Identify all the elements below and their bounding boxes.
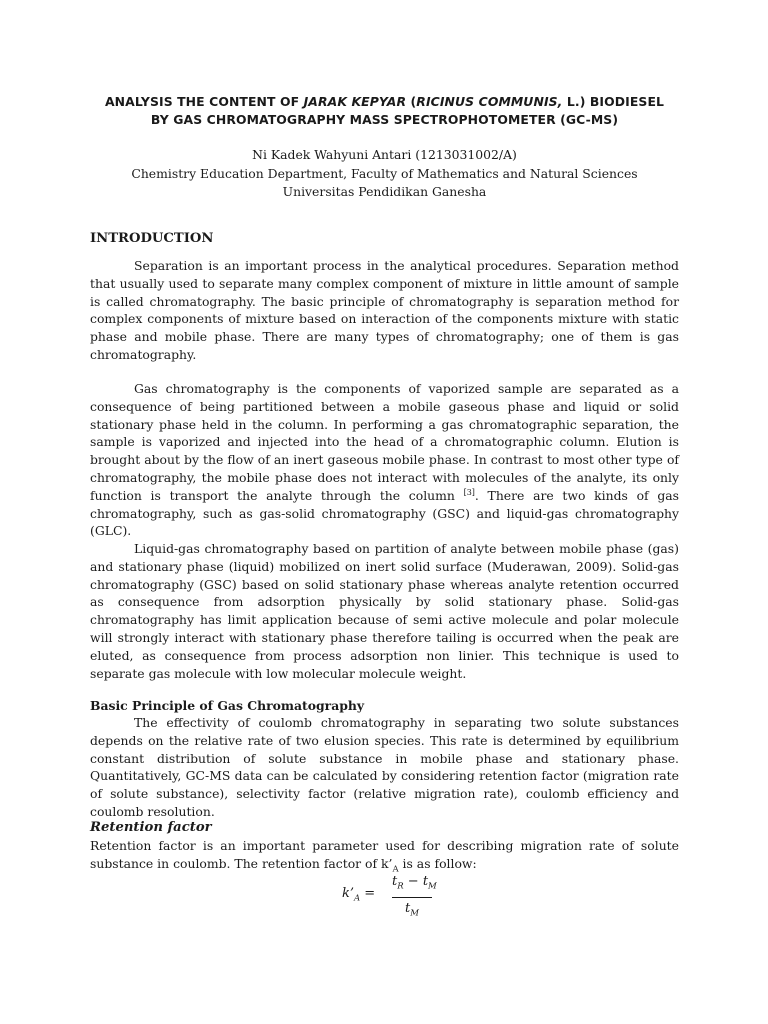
title-text: L.) BIODIESEL [562,94,665,109]
author-block [90,146,679,202]
subscript: A [392,864,399,875]
formula-lhs [342,886,375,904]
formula-subscript: M [410,908,419,919]
fraction-bar [392,897,432,898]
formula-symbol: t [405,900,411,916]
title-italic-ricinus-communis: RICINUS COMMUNIS, [416,94,563,109]
formula-numerator [392,874,437,895]
citation-reference: [3] [463,487,475,497]
paper-title [90,93,679,129]
author-department: Chemistry Education Department, Faculty of Mathematics and Natural Sciences [131,165,638,181]
paragraph-text: Gas chromatography is the components of vaporized sample are separated as a consequence of being partitioned between a mobile gaseous phase and liquid or solid stationary phase held in the column. In performing a gas chromatographic separation, the sample is vaporized and injected into the head of a chromatographic column. Elution is brought about by the flow of an inert gaseous mobile phase. In contrast to most other type of chromatography, the mobile phase does not interact with molecules of the analyte, its only function is transport the analyte through the column [90,381,679,503]
paragraph-text: is as follow: [398,855,477,871]
author-university: Universitas Pendidikan Ganesha [282,184,487,199]
formula-equals: = [360,886,376,901]
formula-minus: − [403,874,423,889]
introduction-paragraph-1: Separation is an important process in the analytical procedures. Separation method that usually used to separate many complex component of mixture in little amount of sample is called chromatography. The basic principle of chromatography is separation method for complex components of mixture based on interaction of the components mixture with static phase and mobile phase. There are many types of chromatography; one of them is gas chromatography. [90,258,679,362]
formula-subscript: R [397,881,404,892]
title-text: ANALYSIS THE CONTENT OF [104,94,304,109]
retention-factor-heading: Retention factor [90,820,212,835]
basic-principle-heading: Basic Principle of Gas Chromatography [90,698,365,713]
title-line-1 [90,93,679,111]
formula-denominator [392,901,432,922]
formula-symbol: t [422,874,429,889]
formula-symbol: t [392,874,398,889]
formula-subscript: A [354,893,361,904]
title-line-2: BY GAS CHROMATOGRAPHY MASS SPECTROPHOTOMETER (GC-MS) [150,112,619,127]
formula-subscript: M [428,881,437,892]
retention-factor-paragraph [90,837,679,879]
paragraph-text: . There are two kinds of gas chromatography, such as gas-solid chromatography (GSC) and liquid-gas chromatography (GLC). [90,487,679,539]
introduction-heading: INTRODUCTION [90,231,214,246]
basic-principle-paragraph: The effectivity of coulomb chromatography in separating two solute substances depends on the relative rate of two elusion species. This rate is determined by equilibrium constant distribution of solute substance in mobile phase and stationary phase. Quantitatively, GC-MS data can be calculated by considering retention factor (migration rate of solute substance), selectivity factor (relative migration rate), coulomb efficiency and coulomb resolution. [90,715,679,819]
formula-symbol: k’ [342,886,355,901]
author-name: Ni Kadek Wahyuni Antari (1213031002/A) [252,147,517,162]
introduction-paragraph-2 [90,380,679,540]
document-page [90,0,679,1024]
title-text: ( [406,94,417,109]
introduction-paragraph-3: Liquid-gas chromatography based on partition of analyte between mobile phase (gas) and stationary phase (liquid) mobilized on inert solid surface (Muderawan, 2009). Solid-gas chromatography (GSC) based on solid stationary phase whereas analyte retention occurred as consequence from adsorption physically by solid stationary phase. Solid-gas chromatography has limit application because of semi active molecule and polar molecule will strongly interact with stationary phase therefore tailing is occurred when the peak are eluted, as consequence from process adsorption non linier. This technique is used to separate gas molecule with low molecular molecule weight. [90,541,679,681]
paragraph-text: Retention factor is an important parameter used for describing migration rate of solute substance in coulomb. The retention factor of k’ [90,838,679,871]
formula-fraction [392,874,437,921]
title-italic-jarak-kepyar: JARAK KEPYAR [303,94,407,109]
